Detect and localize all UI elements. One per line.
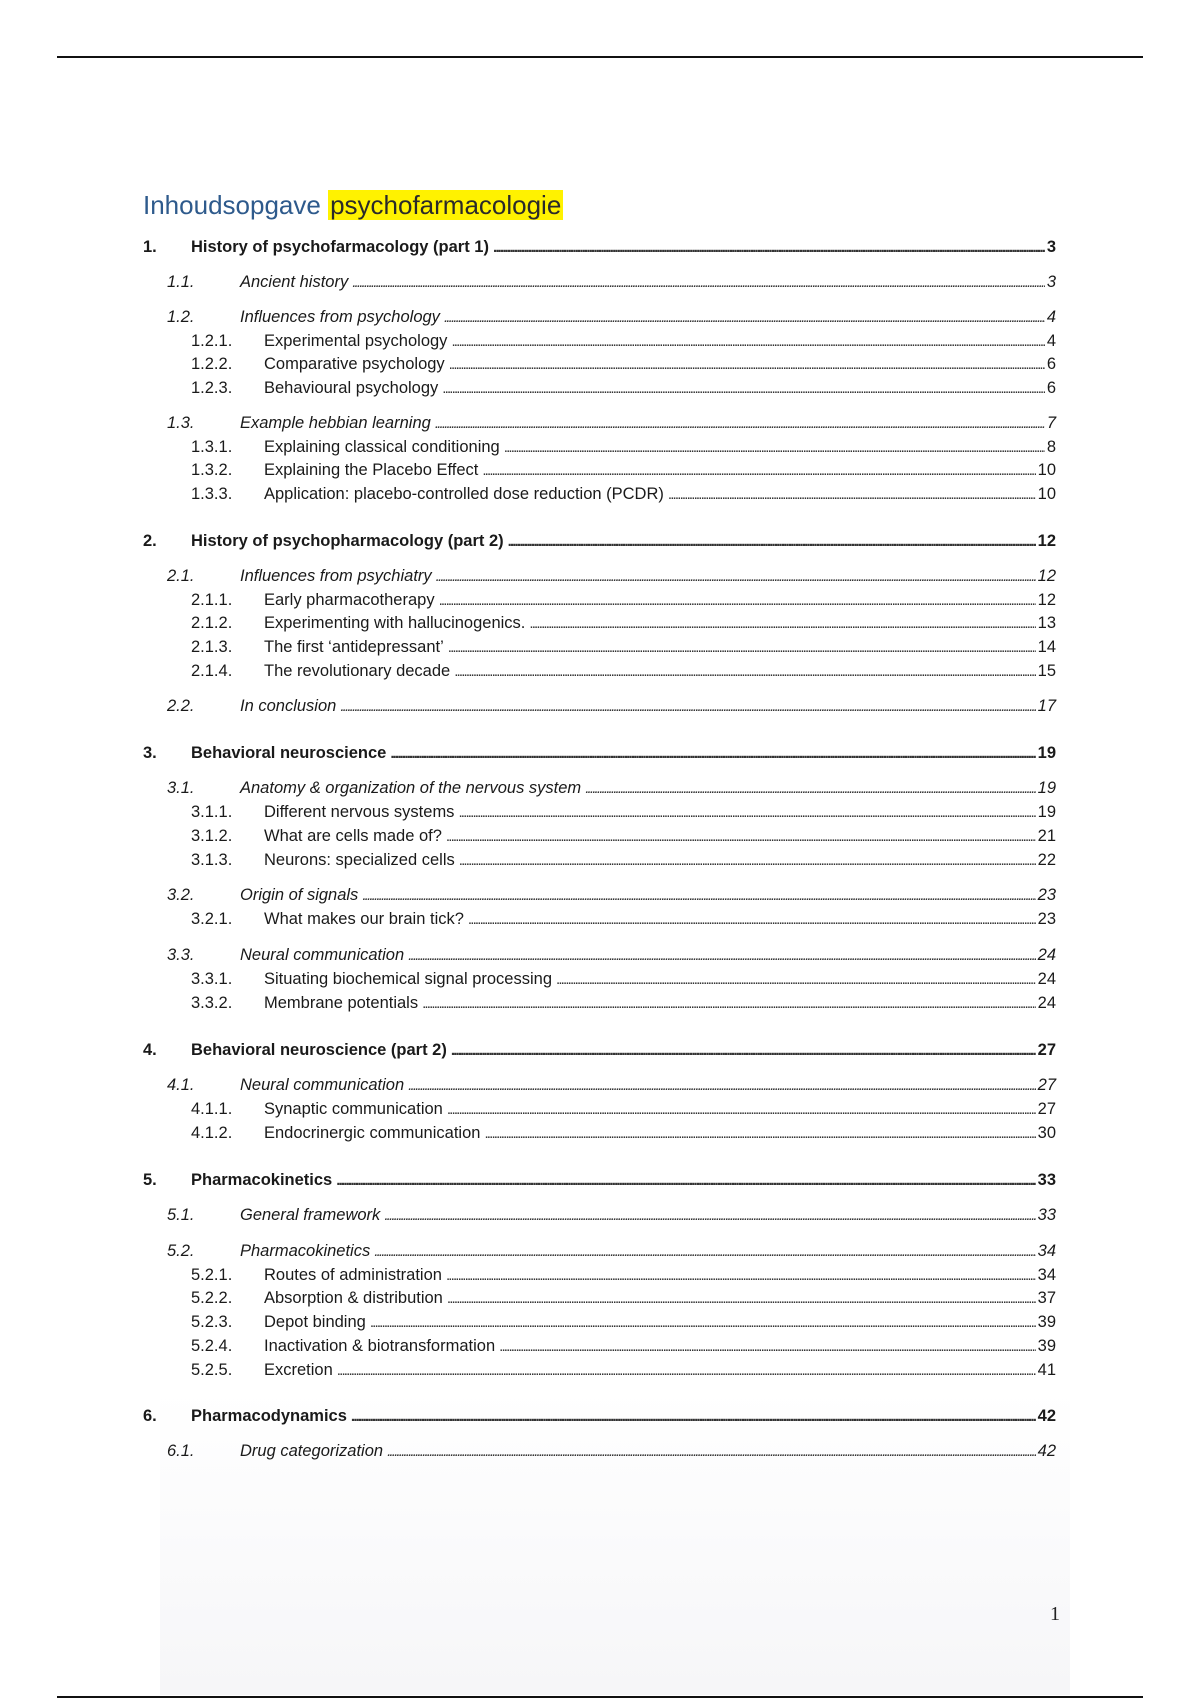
toc-entry-page: 4 [1046,308,1056,326]
toc-entry-page: 24 [1037,946,1056,964]
toc-entry-number: 2.1.1. [191,591,233,609]
toc-entry-label: Influences from psychiatry [240,567,432,585]
toc-entry-page: 27 [1037,1100,1056,1118]
toc-entry[interactable] [191,827,1056,851]
toc-entry-page: 34 [1037,1242,1056,1260]
toc-entry-page: 23 [1037,910,1056,928]
toc-entry-page: 10 [1037,461,1056,479]
toc-entry-number: 1.3.3. [191,485,233,503]
toc-entry-page: 3 [1046,238,1056,256]
dot-leader [504,438,1045,457]
toc-entry[interactable] [167,414,1056,438]
toc-entry[interactable] [191,1266,1056,1290]
dot-leader [454,662,1035,681]
toc-entry-number: 5.2.2. [191,1289,233,1307]
toc-entry[interactable] [167,779,1056,803]
footer-rule [57,1696,1143,1698]
toc-entry-label: Application: placebo-controlled dose reduction (PCDR) [264,485,664,503]
dot-leader [447,1289,1036,1308]
toc-entry-page: 42 [1037,1407,1056,1425]
dot-leader [351,1407,1036,1426]
toc-entry-number: 5.2.5. [191,1361,233,1379]
toc-entry-number: 6. [143,1407,157,1425]
dot-leader [449,355,1045,374]
dot-leader [362,886,1035,905]
dot-leader [384,1206,1035,1225]
toc-entry[interactable] [143,1171,1056,1195]
toc-entry-page: 42 [1037,1442,1056,1460]
toc-entry[interactable] [191,970,1056,994]
toc-entry-number: 5. [143,1171,157,1189]
toc-entry-number: 1. [143,238,157,256]
dot-leader [493,238,1045,257]
toc-entry[interactable] [167,1206,1056,1230]
toc-entry[interactable] [167,308,1056,332]
toc-entry[interactable] [143,532,1056,556]
dot-leader [387,1442,1036,1461]
dot-leader [374,1242,1035,1261]
dot-leader [468,910,1036,929]
toc-entry-page: 30 [1037,1124,1056,1142]
toc-entry-label: Situating biochemical signal processing [264,970,552,988]
toc-entry-page: 37 [1037,1289,1056,1307]
toc-entry-number: 4.1. [167,1076,195,1094]
toc-entry-page: 7 [1046,414,1056,432]
toc-entry-label: Early pharmacotherapy [264,591,435,609]
toc-entry-page: 14 [1037,638,1056,656]
toc-entry-label: The revolutionary decade [264,662,451,680]
toc-entry-page: 33 [1037,1206,1056,1224]
toc-entry[interactable] [191,355,1056,379]
toc-entry-label: Example hebbian learning [240,414,431,432]
toc-entry-page: 12 [1037,591,1056,609]
toc-entry-page: 17 [1037,697,1056,715]
toc-entry-number: 1.2.1. [191,332,233,350]
toc-entry-label: Absorption & distribution [264,1289,443,1307]
toc-entry-number: 3.3. [167,946,195,964]
toc-entry-label: Different nervous systems [264,803,455,821]
toc-entry-number: 3.2. [167,886,195,904]
toc-entry-number: 5.2.4. [191,1337,233,1355]
toc-entry-page: 24 [1037,994,1056,1012]
toc-entry-label: Neural communication [240,946,405,964]
toc-entry[interactable] [191,1124,1056,1148]
toc-entry[interactable] [167,1076,1056,1100]
toc-entry-label: Drug categorization [240,1442,384,1460]
toc-entry[interactable] [191,614,1056,638]
toc-entry[interactable] [167,1442,1056,1466]
dot-leader [370,1313,1036,1332]
toc-entry-label: Behavioural psychology [264,379,439,397]
toc-entry[interactable] [191,994,1056,1018]
toc-entry-number: 5.2. [167,1242,195,1260]
toc-entry-page: 15 [1037,662,1056,680]
dot-leader [482,461,1035,480]
toc-entry-label: Neural communication [240,1076,405,1094]
toc-entry-number: 2.1.3. [191,638,233,656]
toc-entry-number: 1.3.2. [191,461,233,479]
toc-entry-label: Behavioral neuroscience [191,744,387,762]
toc-entry-page: 34 [1037,1266,1056,1284]
toc-entry[interactable] [191,461,1056,485]
toc-entry-number: 2.1.4. [191,662,233,680]
toc-entry[interactable] [167,946,1056,970]
toc-entry[interactable] [167,567,1056,591]
toc-entry[interactable] [143,238,1056,262]
toc-entry-page: 27 [1037,1041,1056,1059]
toc-entry-page: 19 [1037,779,1056,797]
toc-entry[interactable] [191,591,1056,615]
toc-entry[interactable] [191,1337,1056,1361]
toc-entry-number: 1.2. [167,308,195,326]
toc-entry[interactable] [191,485,1056,509]
toc-entry-label: Experimenting with hallucinogenics. [264,614,526,632]
dot-leader [459,851,1036,870]
toc-entry-label: Explaining the Placebo Effect [264,461,479,479]
dot-leader [446,1266,1036,1285]
dot-leader [435,414,1045,433]
toc-entry-number: 1.3.1. [191,438,233,456]
dot-leader [340,697,1035,716]
dot-leader [499,1337,1036,1356]
toc-entry-number: 1.2.3. [191,379,233,397]
toc-entry-page: 10 [1037,485,1056,503]
toc-entry-label: History of psychopharmacology (part 2) [191,532,504,550]
toc-entry-page: 6 [1046,355,1056,373]
dot-leader [668,485,1036,504]
dot-leader [484,1124,1035,1143]
toc-entry[interactable] [167,697,1056,721]
dot-leader [352,273,1045,292]
toc-entry-page: 39 [1037,1313,1056,1331]
toc-entry-label: History of psychofarmacology (part 1) [191,238,489,256]
dot-leader [446,827,1036,846]
toc-entry[interactable] [191,438,1056,462]
toc-entry-number: 4.1.2. [191,1124,233,1142]
toc-entry[interactable] [191,662,1056,686]
toc-entry-page: 24 [1037,970,1056,988]
toc-entry-label: Comparative psychology [264,355,445,373]
toc-entry[interactable] [167,273,1056,297]
toc-entry[interactable] [143,1407,1056,1431]
toc-entry-label: Depot binding [264,1313,366,1331]
toc-entry-number: 3.3.2. [191,994,233,1012]
dot-leader [447,1100,1036,1119]
toc-entry-page: 3 [1046,273,1056,291]
toc-entry-number: 1.2.2. [191,355,233,373]
toc-entry-label: Behavioral neuroscience (part 2) [191,1041,447,1059]
toc-entry-page: 39 [1037,1337,1056,1355]
dot-leader [451,1041,1036,1060]
toc-entry-page: 4 [1046,332,1056,350]
toc-entry-number: 2.2. [167,697,195,715]
dot-leader [390,744,1035,763]
toc-entry[interactable] [191,379,1056,403]
toc-entry-number: 1.3. [167,414,195,432]
toc-entry-number: 3.1.1. [191,803,233,821]
toc-entry-label: Membrane potentials [264,994,419,1012]
toc-entry[interactable] [191,910,1056,934]
toc-entry-label: The first ‘antidepressant’ [264,638,444,656]
toc-entry-page: 13 [1037,614,1056,632]
toc-entry-label: Excretion [264,1361,333,1379]
toc-entry-label: Neurons: specialized cells [264,851,455,869]
toc-entry[interactable] [143,1041,1056,1065]
dot-leader [451,332,1044,351]
toc-entry-page: 22 [1037,851,1056,869]
dot-leader [444,308,1045,327]
toc-entry-page: 19 [1037,744,1056,762]
toc-entry-number: 4. [143,1041,157,1059]
toc-entry[interactable] [191,1361,1056,1385]
toc-entry-number: 4.1.1. [191,1100,233,1118]
toc-entry-page: 33 [1037,1171,1056,1189]
dot-leader [458,803,1035,822]
toc-entry-page: 12 [1037,567,1056,585]
toc-entry-number: 3.1.3. [191,851,233,869]
toc-entry-number: 2. [143,532,157,550]
page-number: 1 [1050,1603,1060,1625]
toc-entry-page: 27 [1037,1076,1056,1094]
toc-entry-number: 3.1. [167,779,195,797]
toc-entry[interactable] [167,1242,1056,1266]
toc-entry[interactable] [191,1289,1056,1313]
toc-entry-label: Anatomy & organization of the nervous system [240,779,582,797]
dot-leader [408,946,1035,965]
toc-entry-label: What makes our brain tick? [264,910,464,928]
toc-entry-number: 3. [143,744,157,762]
toc-entry-label: Synaptic communication [264,1100,443,1118]
toc-entry-page: 21 [1037,827,1056,845]
toc-entry-label: Influences from psychology [240,308,440,326]
toc-entry-label: Endocrinergic communication [264,1124,481,1142]
toc-entry[interactable] [191,803,1056,827]
toc-entry-number: 5.1. [167,1206,195,1224]
dot-leader [436,567,1036,586]
title-prefix: Inhoudsopgave [143,190,321,220]
toc-entry[interactable] [191,1100,1056,1124]
dot-leader [337,1361,1036,1380]
dot-leader [408,1076,1035,1095]
toc-entry-number: 5.2.3. [191,1313,233,1331]
toc-entry-page: 12 [1037,532,1056,550]
toc-entry-label: Ancient history [240,273,349,291]
toc-entry-label: Inactivation & biotransformation [264,1337,496,1355]
toc-entry-number: 3.1.2. [191,827,233,845]
toc-entry-number: 2.1.2. [191,614,233,632]
toc-entry-label: Origin of signals [240,886,359,904]
toc-entry-number: 3.2.1. [191,910,233,928]
toc-entry-label: In conclusion [240,697,337,715]
title-highlighted: psychofarmacologie [330,190,562,220]
toc-entry-number: 2.1. [167,567,195,585]
toc-entry-label: Pharmacokinetics [191,1171,333,1189]
toc-entry-number: 6.1. [167,1442,195,1460]
toc-entry-page: 19 [1037,803,1056,821]
dot-leader [422,994,1036,1013]
toc-entry-page: 6 [1046,379,1056,397]
toc-entry-number: 3.3.1. [191,970,233,988]
toc-entry[interactable] [191,1313,1056,1337]
toc-entry[interactable] [143,744,1056,768]
dot-leader [529,614,1035,633]
toc-entry-label: Pharmacokinetics [240,1242,371,1260]
toc-entry-page: 8 [1046,438,1056,456]
dot-leader [442,379,1045,398]
dot-leader [448,638,1036,657]
dot-leader [556,970,1036,989]
toc-entry[interactable] [191,638,1056,662]
toc-entry[interactable] [167,886,1056,910]
toc-entry-number: 1.1. [167,273,195,291]
toc-entry-label: General framework [240,1206,381,1224]
dot-leader [585,779,1035,798]
toc-entry-number: 5.2.1. [191,1266,233,1284]
dot-leader [439,591,1036,610]
toc-entry-label: Experimental psychology [264,332,448,350]
toc-entry[interactable] [191,851,1056,875]
dot-leader [336,1171,1035,1190]
toc-entry-label: Routes of administration [264,1266,442,1284]
toc-entry-label: Explaining classical conditioning [264,438,500,456]
toc-entry[interactable] [191,332,1056,356]
toc-entry-page: 41 [1037,1361,1056,1379]
toc-entry-page: 23 [1037,886,1056,904]
dot-leader [508,532,1036,551]
toc-entry-label: Pharmacodynamics [191,1407,347,1425]
toc-entry-label: What are cells made of? [264,827,442,845]
